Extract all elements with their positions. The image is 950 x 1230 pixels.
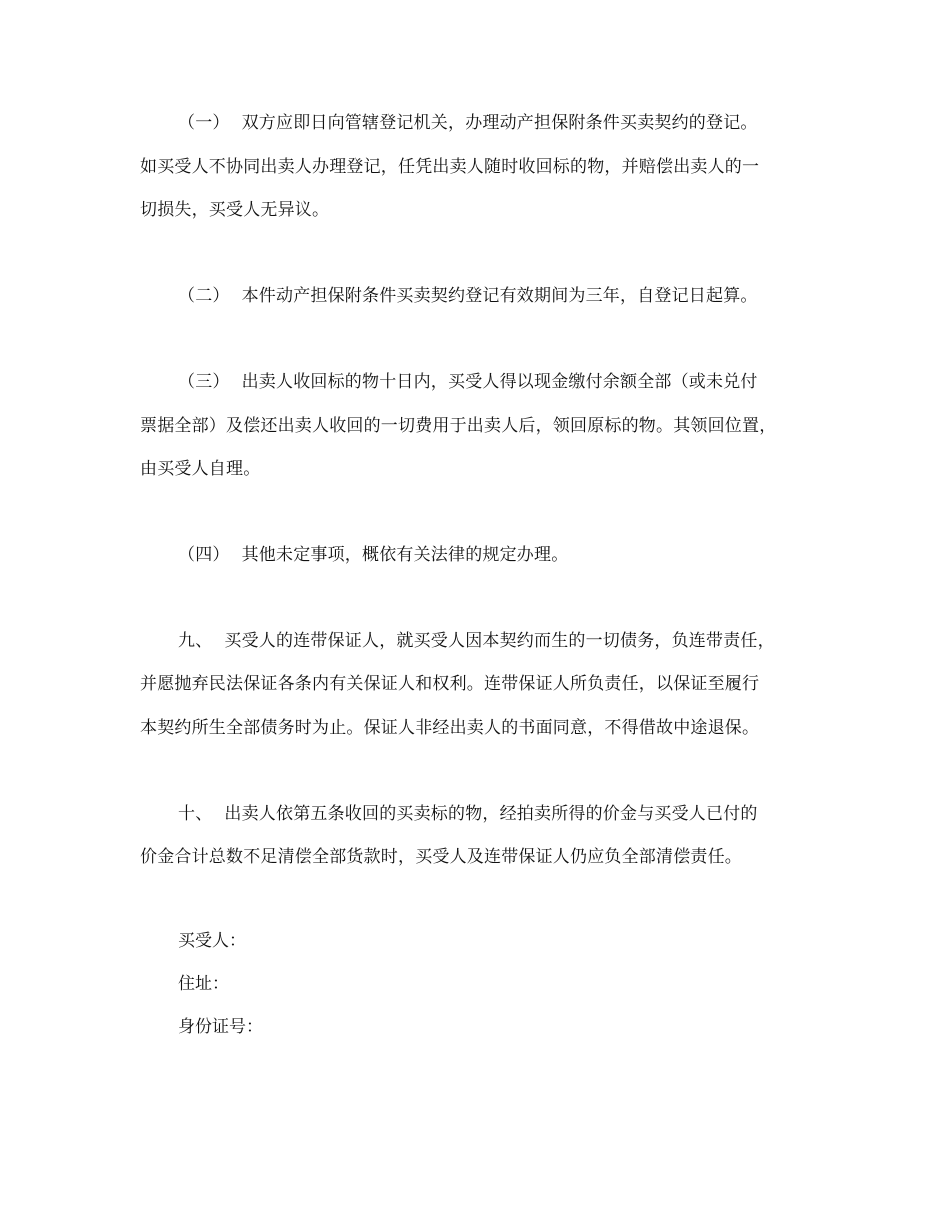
clause-3-line-3: 由买受人自理。 [140,459,261,479]
clause-3-line-1 [178,371,758,393]
clause-1-number: （一） [178,113,230,133]
clause-3-line-2: 票据全部）及偿还出卖人收回的一切费用于出卖人后，领回原标的物。其领回位置， [140,416,777,436]
clause-3-text-1: 出卖人收回标的物十日内，买受人得以现金缴付余额全部（或未兑付 [241,372,758,392]
article-9-line-2: 并愿抛弃民法保证各条内有关保证人和权利。连带保证人所负责任，以保证至履行 [140,674,760,694]
clause-1-line-3: 切损失，买受人无异议。 [140,200,330,220]
address-label: 住址： [178,974,229,994]
clause-3-number: （三） [178,372,230,392]
article-9-number: 九、 [178,631,213,651]
article-9-line-3: 本契约所生全部债务时为止。保证人非经出卖人的书面同意，不得借故中途退保。 [140,718,760,738]
clause-1-line-2: 如买受人不协同出卖人办理登记，任凭出卖人随时收回标的物，并赔偿出卖人的一 [140,157,760,177]
buyer-label: 买受人： [178,931,246,951]
clause-4-number: （四） [178,545,230,565]
clause-4-line-1 [178,544,568,566]
article-9-line-1 [178,630,775,652]
clause-1-line-1 [178,112,758,134]
article-10-number: 十、 [178,804,213,824]
clause-2-text-1: 本件动产担保附条件买卖契约登记有效期间为三年，自登记日起算。 [241,286,758,306]
clause-4-text-1: 其他未定事项，概依有关法律的规定办理。 [241,545,569,565]
id-number-label: 身份证号： [178,1017,263,1037]
clause-1-text-1: 双方应即日向管辖登记机关，办理动产担保附条件买卖契约的登记。 [241,113,758,133]
article-10-line-1 [178,803,758,825]
article-10-line-2: 价金合计总数不足清偿全部货款时，买受人及连带保证人仍应负全部清偿责任。 [140,847,742,867]
clause-2-number: （二） [178,286,230,306]
article-9-text-1: 买受人的连带保证人，就买受人因本契约而生的一切债务，负连带责任， [224,631,775,651]
article-10-text-1: 出卖人依第五条收回的买卖标的物，经拍卖所得的价金与买受人已付的 [224,804,758,824]
clause-2-line-1 [178,285,758,307]
